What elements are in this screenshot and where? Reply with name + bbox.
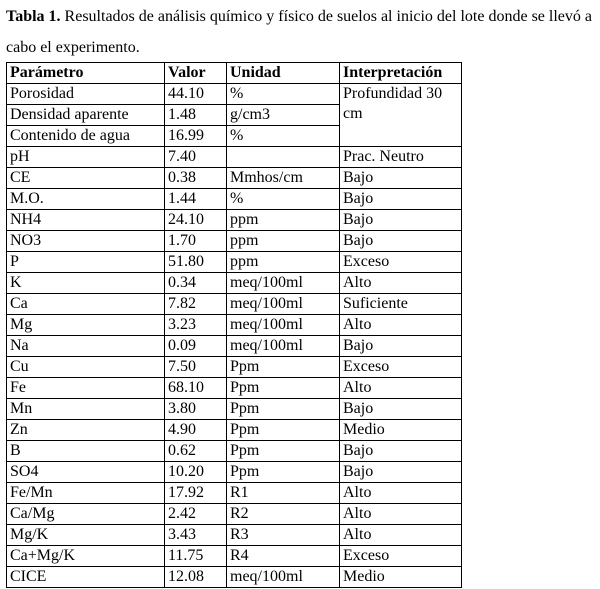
- interpretation-cell: Bajo: [340, 462, 462, 483]
- unit-cell: %: [227, 189, 340, 210]
- interpretation-cell: Bajo: [340, 399, 462, 420]
- interpretation-cell: Bajo: [340, 231, 462, 252]
- unit-cell: %: [227, 84, 340, 105]
- param-cell: Porosidad: [7, 84, 165, 105]
- unit-cell: ppm: [227, 231, 340, 252]
- value-cell: 3.80: [165, 399, 227, 420]
- value-cell: 17.92: [165, 483, 227, 504]
- table-row: [7, 399, 462, 420]
- value-cell: 1.48: [165, 105, 227, 126]
- param-cell: B: [7, 441, 165, 462]
- value-cell: 12.08: [165, 567, 227, 588]
- header-parametro: Parámetro: [7, 63, 165, 84]
- table-row: [7, 147, 462, 168]
- table-caption: [6, 1, 598, 63]
- value-cell: 3.43: [165, 525, 227, 546]
- param-cell: Zn: [7, 420, 165, 441]
- table-row: [7, 168, 462, 189]
- table-row: [7, 273, 462, 294]
- interpretation-cell: Alto: [340, 483, 462, 504]
- param-cell: SO4: [7, 462, 165, 483]
- param-cell: K: [7, 273, 165, 294]
- param-cell: Cu: [7, 357, 165, 378]
- value-cell: 1.44: [165, 189, 227, 210]
- value-cell: 68.10: [165, 378, 227, 399]
- header-valor: Valor: [165, 63, 227, 84]
- interpretation-cell: Exceso: [340, 252, 462, 273]
- table-body: [7, 84, 462, 588]
- unit-cell: Ppm: [227, 378, 340, 399]
- table-row: [7, 231, 462, 252]
- unit-cell: Mmhos/cm: [227, 168, 340, 189]
- table-row: [7, 504, 462, 525]
- interpretation-cell: Bajo: [340, 336, 462, 357]
- table-row: [7, 483, 462, 504]
- value-cell: 4.90: [165, 420, 227, 441]
- param-cell: CICE: [7, 567, 165, 588]
- value-cell: 7.82: [165, 294, 227, 315]
- value-cell: 51.80: [165, 252, 227, 273]
- unit-cell: Ppm: [227, 441, 340, 462]
- unit-cell: meq/100ml: [227, 336, 340, 357]
- unit-cell: %: [227, 126, 340, 147]
- value-cell: 7.50: [165, 357, 227, 378]
- param-cell: M.O.: [7, 189, 165, 210]
- interpretation-cell: Exceso: [340, 546, 462, 567]
- param-cell: NH4: [7, 210, 165, 231]
- param-cell: CE: [7, 168, 165, 189]
- unit-cell: ppm: [227, 210, 340, 231]
- interpretation-cell: Exceso: [340, 357, 462, 378]
- unit-cell: R3: [227, 525, 340, 546]
- value-cell: 10.20: [165, 462, 227, 483]
- unit-cell: ppm: [227, 252, 340, 273]
- param-cell: pH: [7, 147, 165, 168]
- value-cell: 3.23: [165, 315, 227, 336]
- interpretation-cell: Alto: [340, 315, 462, 336]
- soil-analysis-table: [6, 62, 462, 588]
- caption-label: Tabla 1.: [6, 8, 61, 25]
- param-cell: Na: [7, 336, 165, 357]
- unit-cell: meq/100ml: [227, 294, 340, 315]
- interpretation-cell: Bajo: [340, 189, 462, 210]
- value-cell: 44.10: [165, 84, 227, 105]
- table-row: [7, 357, 462, 378]
- value-cell: 2.42: [165, 504, 227, 525]
- interpretation-cell: Bajo: [340, 168, 462, 189]
- param-cell: Densidad aparente: [7, 105, 165, 126]
- param-cell: Ca/Mg: [7, 504, 165, 525]
- interpretation-cell: Prac. Neutro: [340, 147, 462, 168]
- table-row: [7, 189, 462, 210]
- table-row: [7, 546, 462, 567]
- table-row: [7, 252, 462, 273]
- unit-cell: R1: [227, 483, 340, 504]
- param-cell: Contenido de agua: [7, 126, 165, 147]
- value-cell: 7.40: [165, 147, 227, 168]
- param-cell: Mg/K: [7, 525, 165, 546]
- table-row: [7, 378, 462, 399]
- param-cell: Fe: [7, 378, 165, 399]
- table-row: [7, 525, 462, 546]
- param-cell: NO3: [7, 231, 165, 252]
- unit-cell: Ppm: [227, 357, 340, 378]
- value-cell: 16.99: [165, 126, 227, 147]
- interpretation-cell: Medio: [340, 567, 462, 588]
- unit-cell: Ppm: [227, 420, 340, 441]
- table-row: [7, 462, 462, 483]
- unit-cell: meq/100ml: [227, 315, 340, 336]
- table-row: [7, 210, 462, 231]
- interpretation-cell: Alto: [340, 525, 462, 546]
- interpretation-cell: Bajo: [340, 210, 462, 231]
- table-row: [7, 315, 462, 336]
- interpretation-cell: Medio: [340, 420, 462, 441]
- table-row: [7, 567, 462, 588]
- value-cell: 0.62: [165, 441, 227, 462]
- header-unidad: Unidad: [227, 63, 340, 84]
- table-row: [7, 294, 462, 315]
- interpretation-merged-cell: Profundidad 30 cm: [340, 84, 462, 147]
- value-cell: 0.38: [165, 168, 227, 189]
- header-interpretacion: Interpretación: [340, 63, 462, 84]
- value-cell: 11.75: [165, 546, 227, 567]
- value-cell: 24.10: [165, 210, 227, 231]
- table-row: [7, 420, 462, 441]
- unit-cell: meq/100ml: [227, 567, 340, 588]
- param-cell: Ca: [7, 294, 165, 315]
- unit-cell: meq/100ml: [227, 273, 340, 294]
- param-cell: P: [7, 252, 165, 273]
- value-cell: 0.34: [165, 273, 227, 294]
- unit-cell: Ppm: [227, 399, 340, 420]
- interpretation-cell: Bajo: [340, 441, 462, 462]
- caption-text: Resultados de análisis químico y físico de suelos al inicio del lote donde se llevó a cabo el experimento.: [6, 8, 592, 56]
- unit-cell: Ppm: [227, 462, 340, 483]
- param-cell: Ca+Mg/K: [7, 546, 165, 567]
- interpretation-cell: Alto: [340, 273, 462, 294]
- param-cell: Mn: [7, 399, 165, 420]
- table-header-row: [7, 63, 462, 84]
- param-cell: Mg: [7, 315, 165, 336]
- value-cell: 0.09: [165, 336, 227, 357]
- param-cell: Fe/Mn: [7, 483, 165, 504]
- table-row: [7, 441, 462, 462]
- table-row: [7, 84, 462, 105]
- interpretation-cell: Suficiente: [340, 294, 462, 315]
- value-cell: 1.70: [165, 231, 227, 252]
- interpretation-cell: Alto: [340, 504, 462, 525]
- unit-cell: R2: [227, 504, 340, 525]
- unit-cell: g/cm3: [227, 105, 340, 126]
- interpretation-cell: Alto: [340, 378, 462, 399]
- table-row: [7, 336, 462, 357]
- unit-cell: R4: [227, 546, 340, 567]
- unit-cell: [227, 147, 340, 168]
